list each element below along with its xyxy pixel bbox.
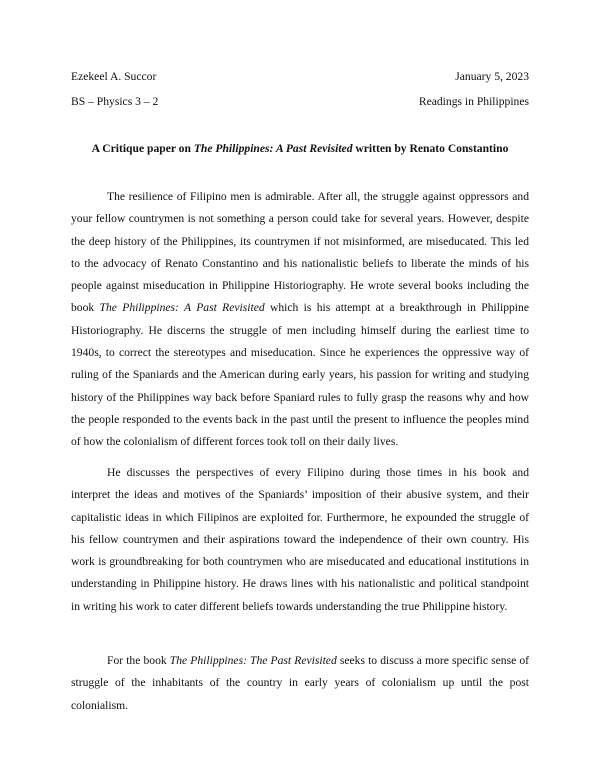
title-suffix: written by Renato Constantino (352, 142, 509, 155)
paragraph-3-book-title: The Philippines: The Past Revisited (169, 654, 337, 667)
paper-title (71, 142, 529, 156)
paragraph-3 (71, 650, 529, 717)
document-date: January 5, 2023 (455, 70, 529, 83)
paragraph-1 (71, 186, 529, 454)
title-book: The Philippines: A Past Revisited (193, 142, 353, 155)
paragraph-1-book-title: The Philippines: A Past Revisited (99, 301, 265, 315)
title-prefix: A Critique paper on (91, 142, 194, 155)
paragraph-3-text-a: For the book (107, 654, 170, 667)
course-section: BS – Physics 3 – 2 (71, 95, 159, 108)
subject-name: Readings in Philippines (418, 95, 529, 108)
author-name: Ezekeel A. Succor (71, 70, 157, 83)
paragraph-1-text-a: The resilience of Filipino men is admirable. After all, the struggle against oppressors and your fellow countrymen is not something a person could take for several years. However, despite the deep history of the Philippines, its countrymen if not misinformed, are miseducated. This led to the advocacy of Renato Constantino and his nationalistic beliefs to liberate the minds of his people against miseducation in Philippine Historiography. He wrote several books including the book (71, 190, 529, 315)
paragraph-2: He discusses the perspectives of every Filipino during those times in his book and interpret the ideas and motives of the Spaniards’ imposition of their abusive system, and their capitalistic ideas in which Filipinos are exploited for. Furthermore, he expounded the struggle of his fellow countrymen and their aspirations toward the independence of their own country. His work is groundbreaking for both countrymen who are miseducated and educational institutions in understanding in Philippine history. He draws lines with his nationalistic and political standpoint in writing his work to cater different beliefs towards understanding the true Philippine history. (71, 466, 529, 613)
paragraph-1-text-b: which is his attempt at a breakthrough in Philippine Historiography. He discerns the struggle of men including himself during the earliest time to 1940s, to correct the stereotypes and miseducation. Since he experiences the oppressive way of ruling of the Spaniards and the American during early years, his passion for writing and studying history of the Philippines way back before Spaniard rules to fully grasp the reasons why and how the people responded to the events back in the past until the present to influence the peoples mind of how the colonialism of different forces took toll on their daily lives. (71, 301, 529, 449)
paragraph-3-text-b: seeks to discuss a more specific sense of struggle of the inhabitants of the country in early years of colonialism up until the post colonialism. (71, 654, 530, 712)
